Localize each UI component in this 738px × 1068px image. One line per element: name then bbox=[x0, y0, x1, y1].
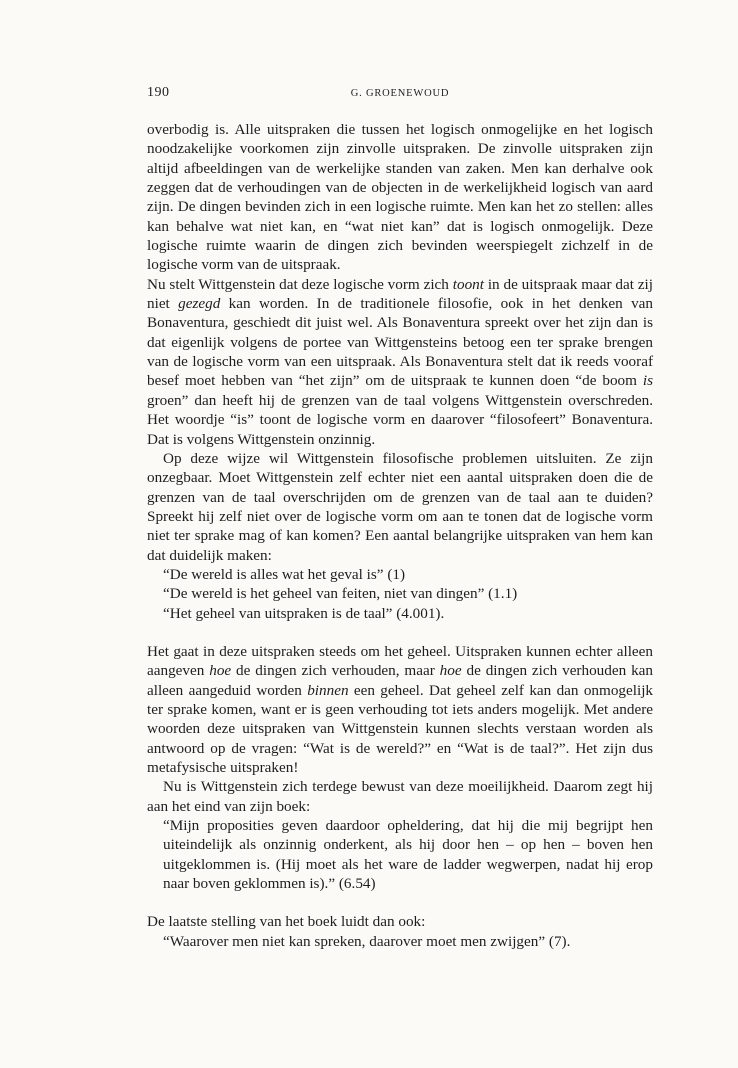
quote-block-1 bbox=[147, 565, 653, 623]
body-text bbox=[147, 120, 653, 951]
paragraph-2: Nu stelt Wittgenstein dat deze logische vorm zich toont in de uitspraak maar dat zij niet gezegd kan worden. In de traditionele filosofie, ook in het denken van Bonaventura, geschiedt dit juist wel. Als Bonaventura spreekt over het zijn dan is dat eigenlijk volgens de portee van Wittgensteins betoog een ter sprake brengen van de logische vorm van een uitspraak. Als Bonaventura stelt dat ik reeds vooraf besef moet hebben van “het zijn” om de uitspraak te kunnen doen “de boom is groen” dan heeft hij de grenzen van de taal volgens Wittgenstein overschreden. Het woordje “is” toont de logische vorm en daarover “filosofeert” Bonaventura. Dat is volgens Wittgenstein onzinnig. bbox=[147, 275, 654, 448]
quote-line: “Het geheel van uitspraken is de taal” (4.001). bbox=[163, 604, 445, 622]
page-number: 190 bbox=[147, 85, 170, 100]
paragraph-1: overbodig is. Alle uitspraken die tussen het logisch onmogelijke en het logisch noodzakelijke voorkomen zijn zinvolle uitspraken. De zinvolle uitspraken zijn altijd afbeeldingen van de werkelijke standen van zaken. Men kan derhalve ook zeggen dat de verhoudingen van de objecten in de werkelijkheid logisch van aard zijn. De dingen bevinden zich in een logische ruimte. Men kan het zo stellen: alles kan behalve wat niet kan, en “wat niet kan” dat is logisch onmogelijk. Deze logische ruimte waarin de dingen zich bevinden weerspiegelt zichzelf in de logische vorm van de uitspraak. bbox=[147, 121, 653, 274]
quote-line: “De wereld is alles wat het geval is” (1) bbox=[163, 565, 406, 583]
quote-line: “De wereld is het geheel van feiten, niet van dingen” (1.1) bbox=[163, 585, 518, 603]
paragraph-4: Het gaat in deze uitspraken steeds om het geheel. Uitspraken kunnen echter alleen aangeven hoe de dingen zich verhouden, maar hoe de dingen zich verhouden kan alleen aangeduid worden binnen een geheel. Dat geheel zelf kan dan onmogelijk ter sprake komen, want er is geen verhouding tot iets anders mogelijk. Met andere woorden deze uitspraken van Wittgenstein kunnen slechts verstaan worden als antwoord op de vragen: “Wat is de wereld?” en “Wat is de taal?”. Het zijn dus metafysische uitspraken! bbox=[147, 642, 654, 776]
quote-block-2: “Mijn proposities geven daardoor opheldering, dat hij die mij begrijpt hen uiteindelijk als onzinnig onderkent, als hij door hen – op hen – boven hen uitgeklommen is. (Hij moet als het ware de ladder wegwerpen, nadat hij erop naar boven geklommen is).” (6.54) bbox=[163, 817, 653, 893]
paragraph-6: De laatste stelling van het boek luidt dan ook: bbox=[147, 913, 426, 931]
paragraph-5: Nu is Wittgenstein zich terdege bewust van deze moeilijkheid. Daarom zegt hij aan het eind van zijn boek: bbox=[147, 778, 653, 815]
paragraph-3: Op deze wijze wil Wittgenstein filosofische problemen uitsluiten. Ze zijn onzegbaar. Moet Wittgenstein zelf echter niet een aantal uitspraken doen die de grenzen van de taal overschrijden om de grenzen van de taal aan te duiden? Spreekt hij zelf niet over de logische vorm om aan te tonen dat de logische vorm niet ter sprake mag of kan komen? Een aantal belangrijke uitspraken van hem kan dat duidelijk maken: bbox=[147, 449, 653, 564]
running-title: G. GROENEWOUD bbox=[350, 88, 450, 99]
blank-line bbox=[147, 893, 653, 912]
quote-block-3: “Waarover men niet kan spreken, daarover moet men zwijgen” (7). bbox=[163, 932, 571, 950]
blank-line bbox=[147, 623, 653, 642]
